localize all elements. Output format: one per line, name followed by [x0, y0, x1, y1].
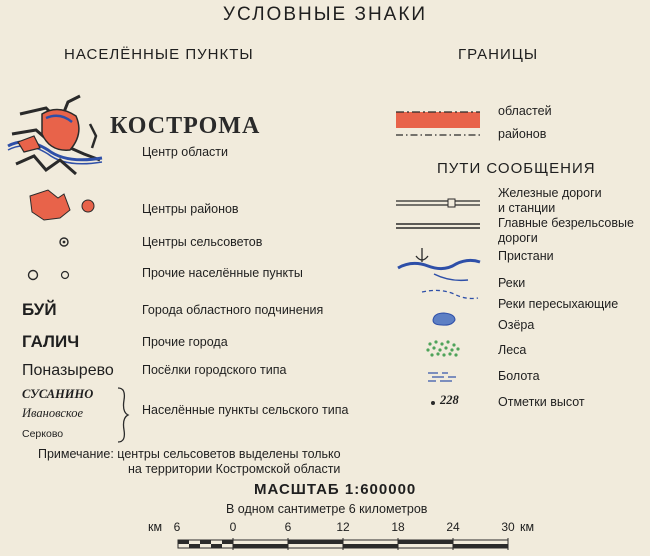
roads-label-1: Главные безрельсовые: [498, 216, 634, 230]
scale-tick: 12: [336, 520, 350, 534]
elevation-label: Отметки высот: [498, 395, 585, 409]
note-line-1: Примечание: центры сельсоветов выделены только: [38, 447, 341, 461]
rivers-label: Реки: [498, 276, 526, 290]
swamps-label: Болота: [498, 369, 540, 383]
rural-example-medium: Ивановское: [22, 406, 84, 420]
rural-brace-icon: [116, 386, 130, 444]
drying-rivers-label: Реки пересыхающие: [498, 297, 619, 311]
capital-city-name: КОСТРОМА: [110, 113, 261, 139]
scale-tick: 0: [229, 520, 237, 534]
oblast-border-label: областей: [498, 104, 552, 118]
routes-heading: ПУТИ СООБЩЕНИЯ: [437, 160, 596, 177]
district-border-label: районов: [498, 127, 547, 141]
pier-and-river-symbol: [398, 244, 482, 284]
railways-label-1: Железные дороги: [498, 186, 602, 200]
other-settlement-symbol: [26, 268, 76, 282]
scale-tick: 6: [284, 520, 292, 534]
rural-settlements-label: Населённые пункты сельского типа: [142, 403, 349, 417]
railways-label-2: и станции: [498, 201, 556, 215]
settlements-heading: НАСЕЛЁННЫЕ ПУНКТЫ: [64, 46, 254, 63]
village-council-center-symbol: [58, 236, 70, 248]
scale-subtitle: В одном сантиметре 6 километров: [226, 502, 428, 516]
scale-tick: 18: [391, 520, 405, 534]
forests-label: Леса: [498, 343, 527, 357]
note-line-2: на территории Костромской области: [128, 462, 341, 476]
capital-city-label: Центр области: [142, 145, 229, 159]
lake-symbol: [430, 310, 458, 328]
legend-title: УСЛОВНЫЕ ЗНАКИ: [222, 4, 428, 25]
rural-example-large: СУСАНИНО: [22, 387, 94, 401]
scale-tick: 6: [173, 520, 181, 534]
rural-example-small: Серково: [22, 428, 64, 440]
swamp-symbol: [426, 370, 462, 384]
borders-heading: ГРАНИЦЫ: [458, 46, 539, 63]
oblast-city-label: Города областного подчинения: [142, 303, 324, 317]
other-city-example: ГАЛИЧ: [22, 332, 80, 351]
district-border-symbol: [396, 132, 482, 138]
village-council-centers-label: Центры сельсоветов: [142, 235, 263, 249]
urban-settlement-label: Посёлки городского типа: [142, 363, 287, 377]
scale-title: МАСШТАБ 1:600000: [254, 481, 417, 498]
district-centers-label: Центры районов: [142, 202, 239, 216]
oblast-city-example: БУЙ: [22, 300, 57, 319]
oblast-border-symbol: [396, 108, 482, 130]
scale-bar: [178, 538, 512, 552]
other-settlements-label: Прочие населённые пункты: [142, 266, 303, 280]
district-center-symbol: [24, 188, 100, 224]
road-symbol: [396, 222, 482, 230]
forest-symbol: [424, 338, 464, 360]
scale-tick: 24: [446, 520, 460, 534]
lakes-label: Озёра: [498, 318, 535, 332]
capital-city-symbol: [6, 94, 104, 180]
scale-unit-left: км: [148, 520, 163, 534]
railway-symbol: [396, 198, 482, 210]
elevation-value: 228: [440, 393, 459, 407]
elevation-point-icon: [430, 400, 436, 406]
drying-river-symbol: [420, 288, 480, 302]
urban-settlement-example: Поназырево: [22, 362, 114, 379]
scale-tick: 30: [501, 520, 515, 534]
piers-label: Пристани: [498, 249, 554, 263]
roads-label-2: дороги: [498, 231, 538, 245]
other-city-label: Прочие города: [142, 335, 228, 349]
scale-unit-right: км: [520, 520, 535, 534]
